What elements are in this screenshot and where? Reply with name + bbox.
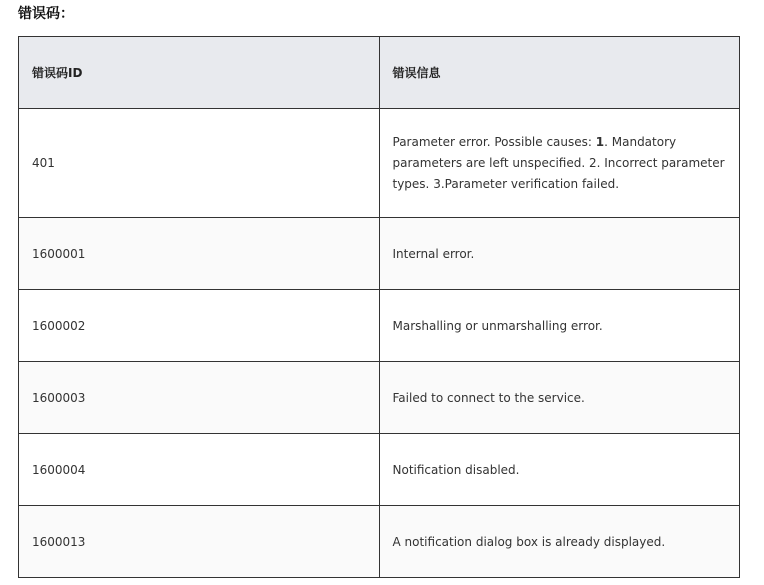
error-message-cell bbox=[379, 109, 740, 218]
error-id-cell: 1600001 bbox=[19, 218, 380, 290]
error-id-cell: 1600002 bbox=[19, 290, 380, 362]
error-id-cell: 1600013 bbox=[19, 506, 380, 578]
error-id-cell: 1600003 bbox=[19, 362, 380, 434]
error-id-cell: 401 bbox=[19, 109, 380, 218]
table-row bbox=[19, 362, 740, 434]
header-error-message: 错误信息 bbox=[379, 37, 740, 109]
table-header-row bbox=[19, 37, 740, 109]
error-code-table bbox=[18, 36, 740, 578]
error-message-text bbox=[393, 132, 727, 195]
table-row bbox=[19, 218, 740, 290]
error-message-cell: Notification disabled. bbox=[379, 434, 740, 506]
message-part: . Mandatory parameters are left unspecified. 2. Incorrect parameter types. 3.Parameter verification failed. bbox=[392, 134, 725, 191]
table-row bbox=[19, 109, 740, 218]
error-message-cell: Marshalling or unmarshalling error. bbox=[379, 290, 740, 362]
error-message-cell: Failed to connect to the service. bbox=[379, 362, 740, 434]
message-part-bold: 1 bbox=[595, 134, 605, 149]
table-row bbox=[19, 506, 740, 578]
error-message-cell: A notification dialog box is already displayed. bbox=[379, 506, 740, 578]
error-id-cell: 1600004 bbox=[19, 434, 380, 506]
section-title: 错误码： bbox=[18, 6, 74, 22]
message-part: Parameter error. Possible causes: bbox=[392, 134, 596, 149]
header-error-id: 错误码ID bbox=[19, 37, 380, 109]
table-row bbox=[19, 290, 740, 362]
table-row bbox=[19, 434, 740, 506]
error-message-cell: Internal error. bbox=[379, 218, 740, 290]
